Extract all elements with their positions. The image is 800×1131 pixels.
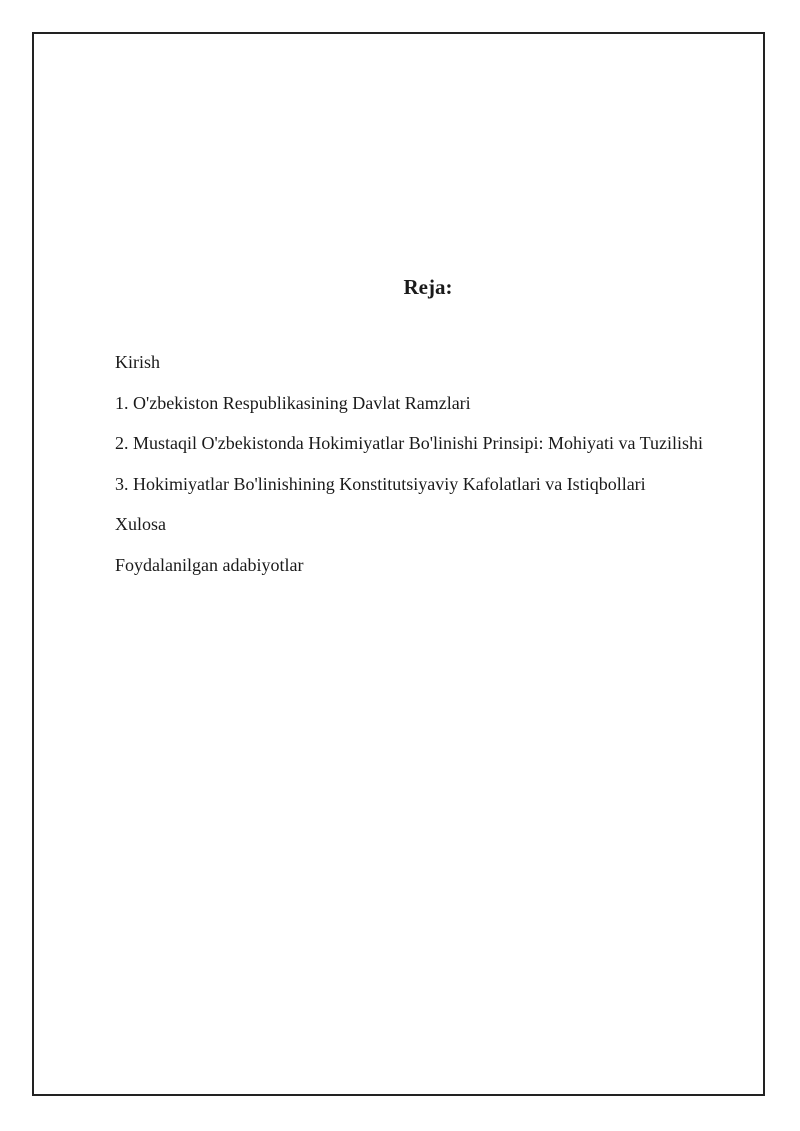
table-of-contents xyxy=(115,350,703,594)
toc-item-conclusion: Xulosa xyxy=(115,514,166,535)
toc-item-introduction: Kirish xyxy=(115,352,160,372)
toc-item-references: Foydalanilgan adabiyotlar xyxy=(115,554,304,575)
toc-item-chapter-3: 3. Hokimiyatlar Bo'linishining Konstitutsiyaviy Kafolatlari va Istiqbollari xyxy=(115,473,646,494)
toc-item-chapter-1: 1. O'zbekiston Respublikasining Davlat Ramzlari xyxy=(115,392,471,413)
toc-item-chapter-2: 2. Mustaqil O'zbekistonda Hokimiyatlar Bo'linishi Prinsipi: Mohiyati va Tuzilishi xyxy=(115,433,703,454)
page-title: Reja: xyxy=(403,275,453,299)
